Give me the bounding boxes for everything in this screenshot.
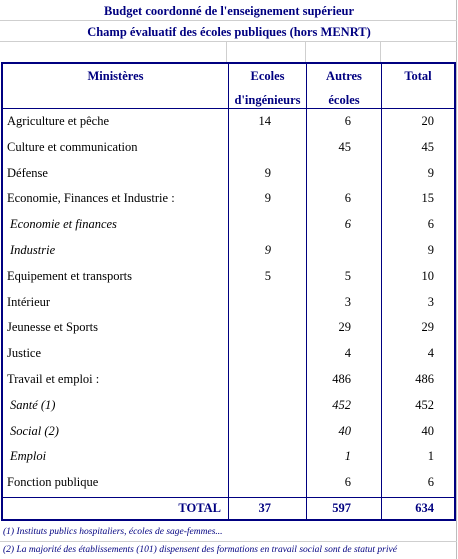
cell-autres: 6 [344, 114, 351, 128]
header-ministeres: Ministères [87, 69, 144, 83]
cell-total: 10 [421, 268, 434, 283]
total-total: 634 [415, 501, 434, 515]
total-autres: 597 [332, 501, 351, 515]
row-label: Social (2) [10, 423, 59, 438]
header-autres-ecoles: Autres [326, 69, 362, 83]
table-row [3, 290, 454, 316]
total-ingenieurs: 37 [258, 501, 271, 515]
cell-autres: 486 [332, 372, 351, 386]
header-total: Total [404, 69, 432, 83]
total-row [3, 497, 454, 519]
header-autres-ecoles-line2: écoles [328, 93, 360, 107]
grid-line [305, 42, 306, 62]
cell-autres: 4 [344, 346, 351, 361]
row-label: Economie et finances [10, 217, 117, 232]
row-label: Industrie [10, 243, 56, 257]
budget-table [1, 62, 456, 521]
cell-total: 40 [421, 423, 434, 438]
cell-total: 20 [421, 114, 434, 128]
cell-autres: 3 [344, 294, 351, 309]
header-ecoles-ingenieurs: Ecoles [250, 69, 285, 83]
grid-line [0, 20, 457, 21]
cell-total: 6 [427, 475, 434, 490]
cell-autres: 1 [344, 449, 351, 464]
table-row [3, 315, 454, 341]
grid-line [0, 541, 457, 542]
cell-total: 9 [427, 165, 434, 180]
cell-ingenieurs: 9 [264, 165, 271, 180]
table-row [3, 161, 454, 187]
table-row [3, 264, 454, 290]
cell-ingenieurs: 5 [264, 268, 271, 283]
cell-ingenieurs: 9 [264, 243, 271, 257]
table-row [3, 186, 454, 212]
row-label: Agriculture et pêche [7, 114, 110, 128]
grid-line [0, 41, 457, 42]
row-label: Défense [7, 165, 48, 180]
table-row [3, 444, 454, 470]
page-subtitle: Champ évaluatif des écoles publiques (hors MENRT) [87, 25, 371, 39]
cell-total: 3 [427, 294, 434, 309]
row-label: Economie, Finances et Industrie : [7, 191, 175, 206]
row-label: Equipement et transports [7, 268, 132, 283]
header-ecoles-ingenieurs-line2: d'ingénieurs [234, 93, 301, 107]
table-row [3, 109, 454, 135]
cell-total: 9 [427, 243, 434, 257]
table-row [3, 393, 454, 419]
row-label: Emploi [10, 449, 47, 464]
row-label: Culture et communication [7, 139, 138, 154]
cell-total: 15 [421, 191, 434, 206]
cell-autres: 6 [344, 475, 351, 490]
table-row [3, 135, 454, 161]
table-row [3, 238, 454, 264]
page-title: Budget coordonné de l'enseignement supérieur [104, 4, 354, 18]
cell-autres: 40 [338, 423, 351, 438]
cell-autres: 29 [338, 320, 351, 335]
cell-autres: 6 [344, 217, 351, 232]
footnote-2: (2) La majorité des établissements (101) dispensent des formations en travail social sont de statut privé [3, 545, 397, 555]
footnote-1: (1) Instituts publics hospitaliers, écoles de sage-femmes... [3, 527, 223, 537]
table-row [3, 341, 454, 367]
cell-autres: 6 [344, 191, 351, 206]
cell-total: 45 [421, 139, 434, 154]
row-label: Travail et emploi : [7, 372, 100, 386]
cell-ingenieurs: 9 [264, 191, 271, 206]
table-row [3, 419, 454, 445]
cell-total: 452 [415, 397, 434, 412]
cell-autres: 452 [332, 397, 351, 412]
grid-line [226, 42, 227, 62]
cell-autres: 45 [338, 139, 351, 154]
row-label: Jeunesse et Sports [7, 320, 98, 335]
cell-ingenieurs: 14 [258, 114, 271, 128]
table-row [3, 367, 454, 393]
cell-total: 29 [421, 320, 434, 335]
row-label: Intérieur [7, 294, 51, 309]
row-label: Santé (1) [10, 397, 56, 412]
total-label: TOTAL [178, 501, 221, 515]
cell-total: 486 [415, 372, 434, 386]
row-label: Justice [7, 346, 42, 361]
grid-line [380, 42, 381, 62]
table-row [3, 470, 454, 496]
cell-autres: 5 [344, 268, 351, 283]
cell-total: 6 [427, 217, 434, 232]
row-label: Fonction publique [7, 475, 99, 490]
cell-total: 1 [427, 449, 434, 464]
cell-total: 4 [427, 346, 434, 361]
table-row [3, 212, 454, 238]
